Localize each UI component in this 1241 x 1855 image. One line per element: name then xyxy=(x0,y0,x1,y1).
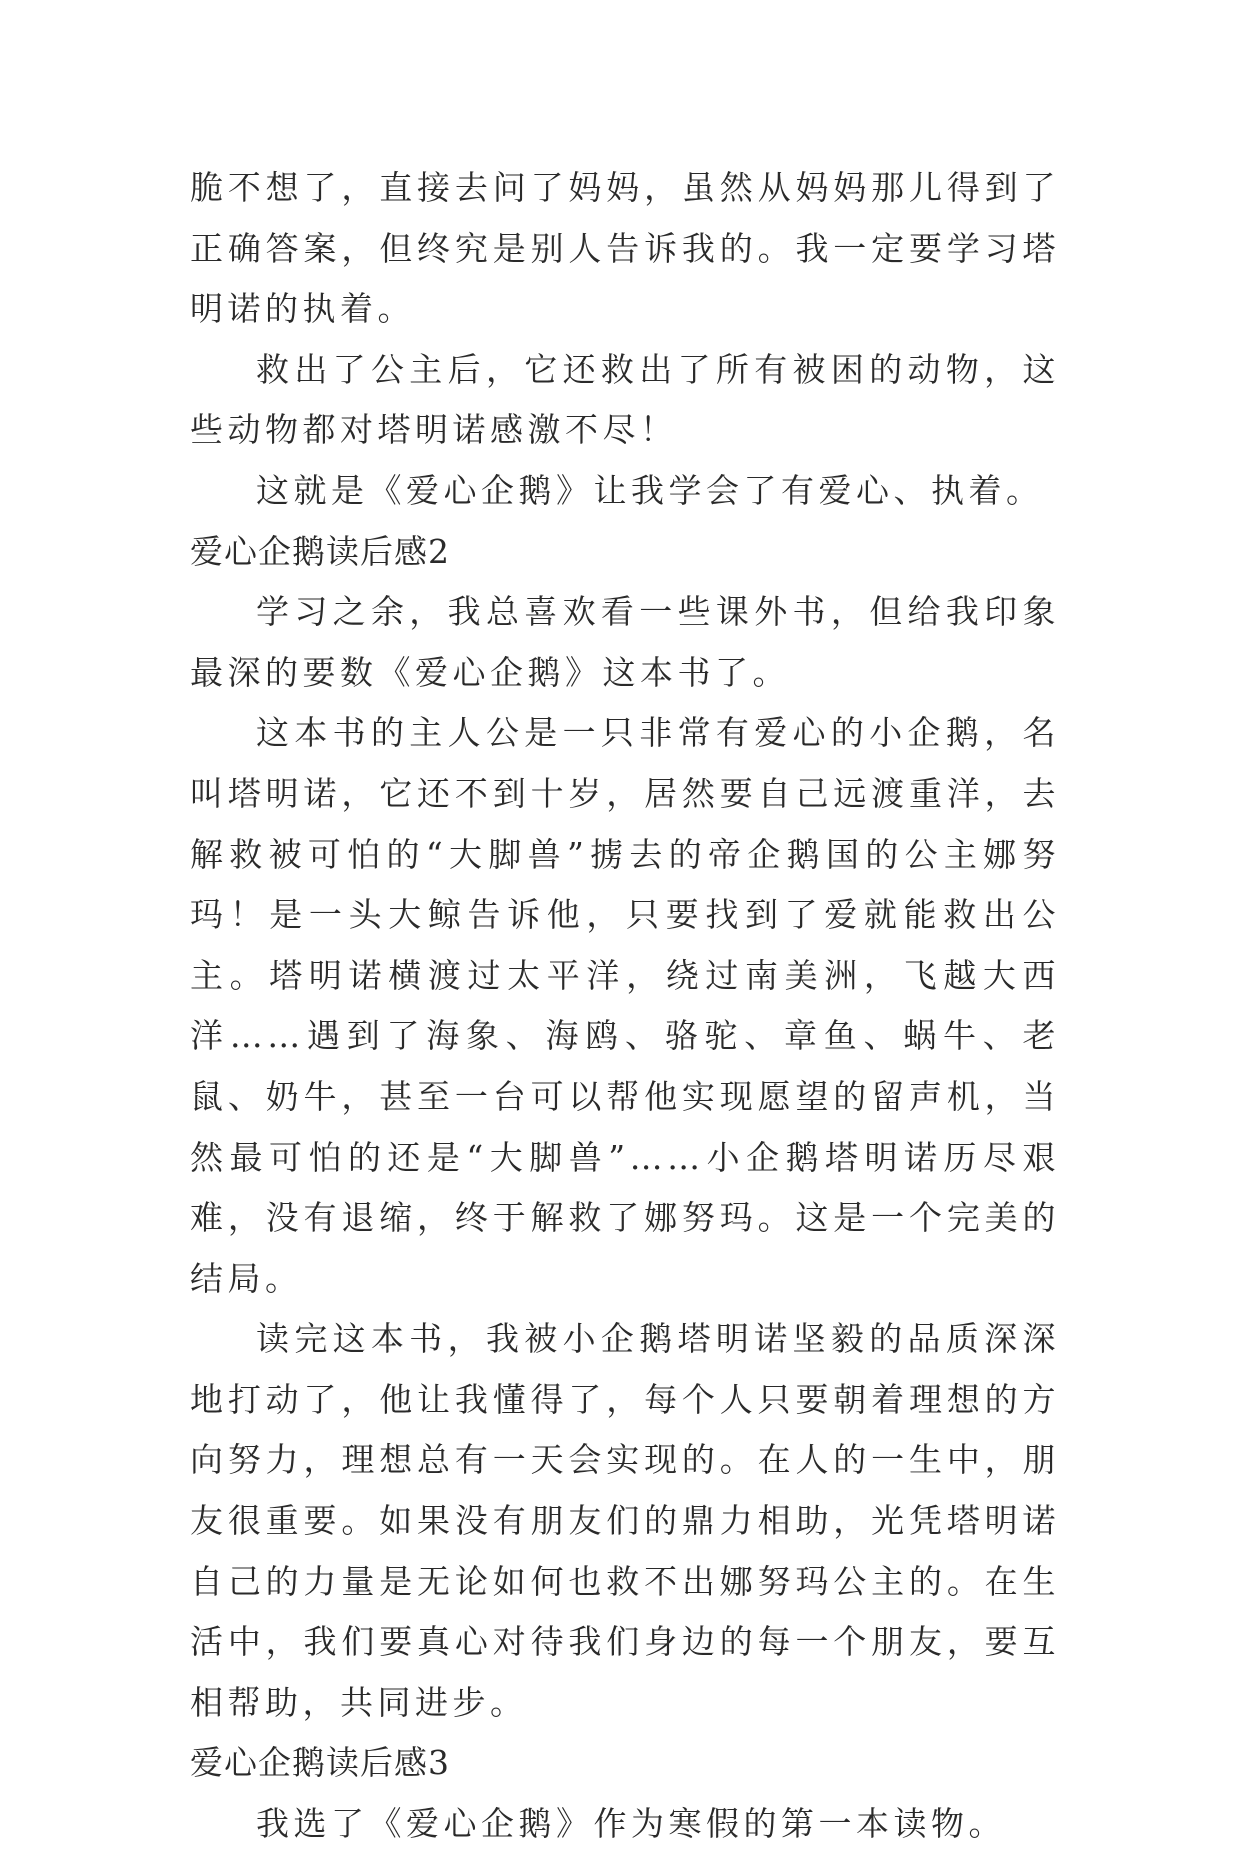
section-heading: 爱心企鹅读后感2 xyxy=(190,531,450,571)
paragraph: 学习之余，我总喜欢看一些课外书，但给我印象最深的要数《爱心企鹅》这本书了。 xyxy=(190,592,1060,692)
paragraph: 救出了公主后，它还救出了所有被困的动物，这些动物都对塔明诺感激不尽！ xyxy=(190,349,1060,450)
section-heading: 爱心企鹅读后感3 xyxy=(190,1743,450,1783)
paragraph-continuation: 脆不想了，直接去问了妈妈，虽然从妈妈那儿得到了正确答案，但终究是别人告诉我的。我一定要学习塔明诺的执着。 xyxy=(190,168,1060,329)
document-body xyxy=(190,158,1060,1855)
paragraph: 这本书的主人公是一只非常有爱心的小企鹅，名叫塔明诺，它还不到十岁，居然要自己远渡重洋，去解救被可怕的“大脚兽”掳去的帝企鹅国的公主娜努玛！是一头大鲸告诉他，只要找到了爱就能救出公主。塔明诺横渡过太平洋，绕过南美洲，飞越大西洋……遇到了海象、海鸥、骆驼、章鱼、蜗牛、老鼠、奶牛，甚至一台可以帮他实现愿望的留声机，当然最可怕的还是“大脚兽”……小企鹅塔明诺历尽艰难，没有退缩，终于解救了娜努玛。这是一个完美的结局。 xyxy=(190,713,1060,1298)
paragraph: 读完这本书，我被小企鹅塔明诺坚毅的品质深深地打动了，他让我懂得了，每个人只要朝着理想的方向努力，理想总有一天会实现的。在人的一生中，朋友很重要。如果没有朋友们的鼎力相助，光凭塔明诺自己的力量是无论如何也救不出娜努玛公主的。在生活中，我们要真心对待我们身边的每一个朋友，要互相帮助，共同进步。 xyxy=(190,1319,1060,1722)
paragraph: 我选了《爱心企鹅》作为寒假的第一本读物。 xyxy=(256,1804,1006,1844)
paragraph: 这就是《爱心企鹅》让我学会了有爱心、执着。 xyxy=(256,470,1044,510)
